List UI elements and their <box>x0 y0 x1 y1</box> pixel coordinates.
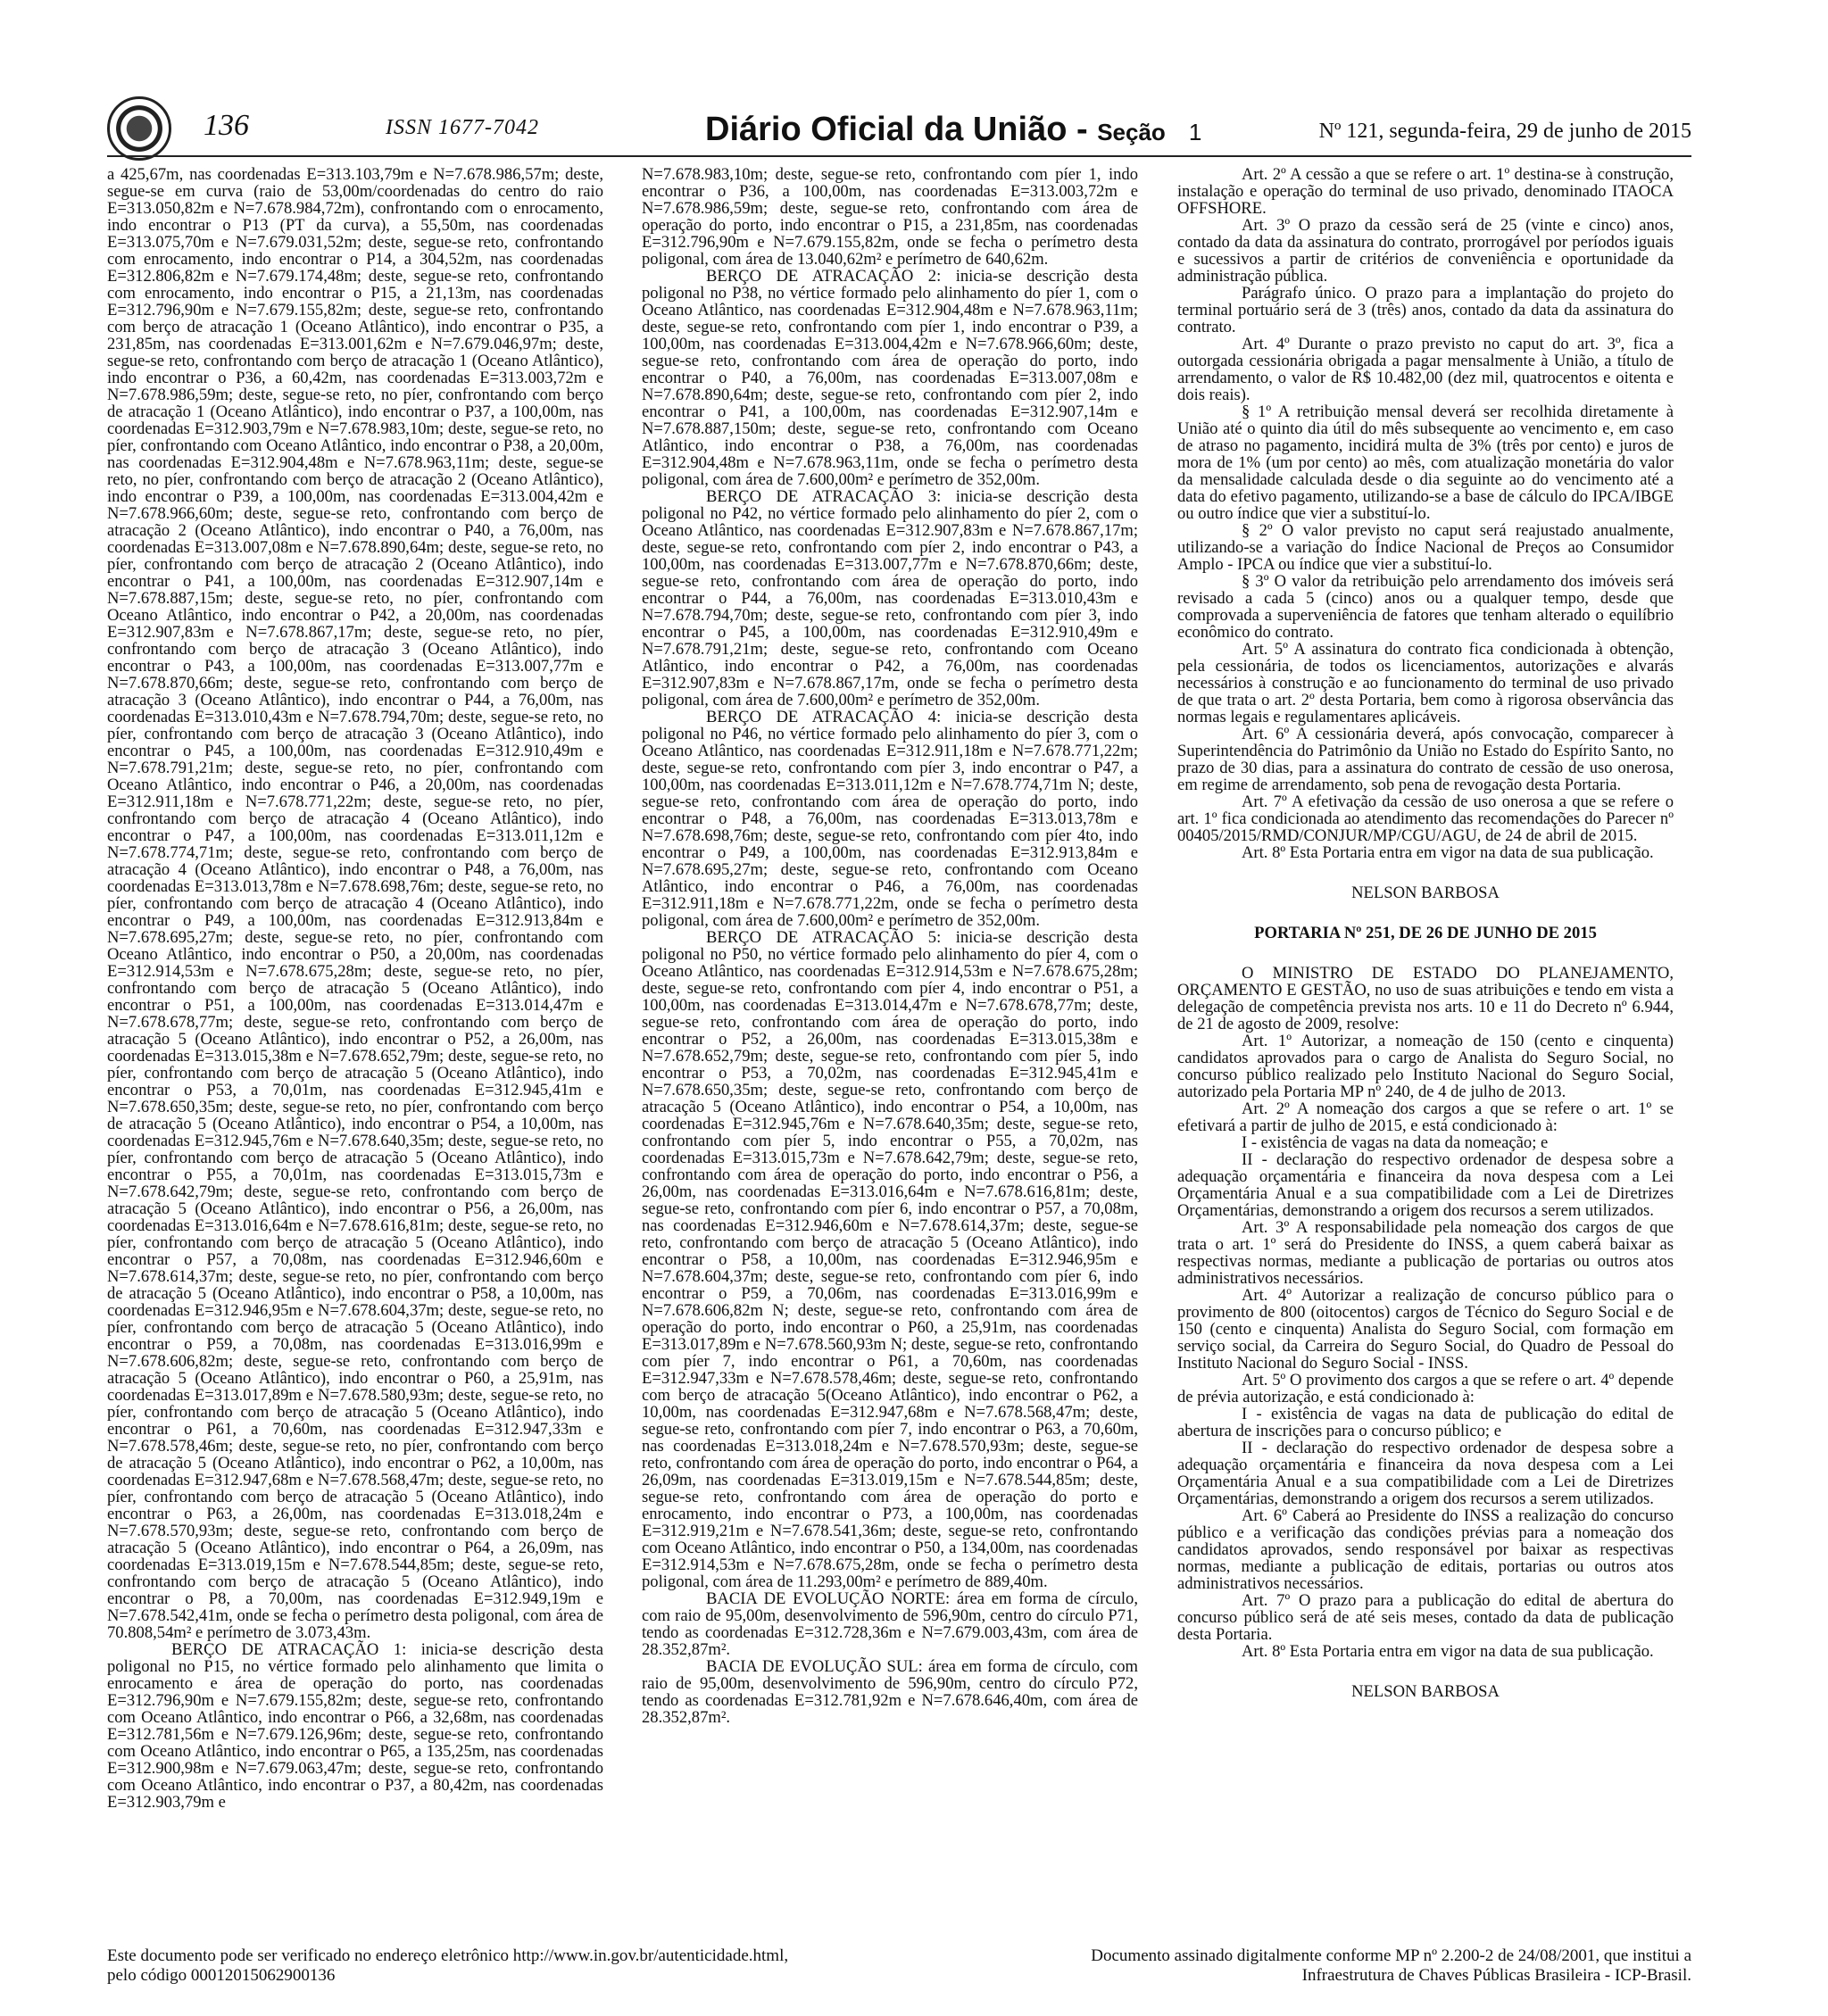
paragraph: Art. 1º Autorizar, a nomeação de 150 (cento e cinquenta) candidatos aprovados para o cargo de Analista do Seguro Social, no concurso público realizado pelo Instituto Nacional do Seguro Social, autorizado pela Portaria MP nº 240, de 4 de julho de 2013. <box>1177 1032 1674 1101</box>
footer-line: Infraestrutura de Chaves Públicas Brasileira - ICP-Brasil. <box>1301 1966 1691 1985</box>
paragraph: BERÇO DE ATRACAÇÃO 5: inicia-se descrição desta poligonal no P50, no vértice formado pelo alinhamento do píer 4, com o Oceano Atlântico, nas coordenadas E=312.914,53m e N=7.678.675,28m; deste, segue-se reto, confrontando com píer 4, indo encontrar o P51, a 100,00m, nas coordenadas E=313.014,47m e N=7.678.678,77m; deste, segue-se reto, confrontando com área de operação do porto, indo encontrar o P52, a 26,00m, nas coordenadas E=313.015,38m e N=7.678.652,79m; deste, segue-se reto, confrontando com píer 5, indo encontrar o P53, a 70,02m, nas coordenadas E=312.945,41m e N=7.678.650,35m; deste, segue-se reto, confrontando com berço de atracação 5 (Oceano Atlântico), indo encontrar o P54, a 10,00m, nas coordenadas E=312.945,76m e N=7.678.640,35m; deste, segue-se reto, confrontando com píer 5, indo encontrar o P55, a 70,02m, nas coordenadas E=313.015,73m e N=7.678.642,79m; deste, segue-se reto, confrontando com área de operação do porto, indo encontrar o P56, a 26,00m, nas coordenadas E=313.016,64m e N=7.678.616,81m; deste, segue-se reto, confrontando com píer 6, indo encontrar o P57, a 70,08m, nas coordenadas E=312.946,60m e N=7.678.614,37m; deste, segue-se reto, confrontando com berço de atracação 5 (Oceano Atlântico), indo encontrar o P58, a 10,00m, nas coordenadas E=312.946,95m e N=7.678.604,37m; deste, segue-se reto, confrontando com píer 6, indo encontrar o P59, a 70,06m, nas coordenadas E=313.016,99m e N=7.678.606,82m N; deste, segue-se reto, confrontando com área de operação do porto, indo encontrar o P60, a 25,91m, nas coordenadas E=313.017,89m e N=7.678.560,93m N; deste, segue-se reto, confrontando com píer 7, indo encontrar o P61, a 70,60m, nas coordenadas E=312.947,33m e N=7.678.578,46m; deste, segue-se reto, confrontando com berço de atracação 5(Oceano Atlântico), indo encontrar o P62, a 10,00m, nas coordenadas E=312.947,68m e N=7.678.568,47m; deste, segue-se reto, confrontando com píer 7, indo encontrar o P63, a 70,60m, nas coordenadas E=313.018,24m e N=7.678.570,93m; deste, segue-se reto, confrontando com área de operação do porto, indo encontrar o P64, a 26,09m, nas coordenadas E=313.019,15m e N=7.678.544,85m; deste, segue-se reto, confrontando com área de operação do porto e enrocamento, indo encontrar o P73, a 100,00m, nas coordenadas E=312.919,21m e N=7.678.541,36m; deste, segue-se reto, confrontando com Oceano Atlântico, indo encontrar o P50, a 134,00m, nas coordenadas E=312.914,53m e N=7.678.675,28m, onde se fecha o perímetro desta poligonal, com área de 11.293,00m² e perímetro de 889,40m. <box>642 928 1138 1591</box>
footer-signature-note <box>1018 1946 1691 1986</box>
paragraph: Art. 4º Autorizar a realização de concurso público para o provimento de 800 (oitocentos) cargos de Técnico do Seguro Social e de 150 (cento e cinquenta) Analista do Seguro Social, com formação em serviço social, da Carreira do Seguro Social, do Quadro de Pessoal do Instituto Nacional do Seguro Social - INSS. <box>1177 1286 1674 1373</box>
paragraph: BACIA DE EVOLUÇÃO NORTE: área em forma de círculo, com raio de 95,00m, desenvolvimento de 596,90m, centro do círculo P71, tendo as coordenadas E=312.728,36m e N=7.679.003,43m, com área de 28.352,87m². <box>642 1589 1138 1659</box>
journal-name: Diário Oficial da União - <box>705 111 1098 148</box>
paragraph: Art. 5º O provimento dos cargos a que se refere o art. 4º depende de prévia autorização, e está condicionado à: <box>1177 1371 1674 1406</box>
footer-line: pelo código 00012015062900136 <box>107 1966 336 1985</box>
section-number: 1 <box>1188 119 1202 145</box>
column-3 <box>1177 166 1674 1723</box>
paragraph: Art. 3º A responsabilidade pela nomeação dos cargos de que trata o art. 1º será do Presidente do INSS, a quem caberá baixar as respectivas normas, mediante a publicação de portarias ou outros atos administrativos necessários. <box>1177 1218 1674 1288</box>
page-header <box>107 96 1691 161</box>
paragraph: Art. 7º O prazo para a publicação do edital de abertura do concurso público será de até seis meses, contado da data de publicação desta Portaria. <box>1177 1591 1674 1644</box>
paragraph: Art. 5º A assinatura do contrato fica condicionada à obtenção, pela cessionária, de todos os licenciamentos, autorizações e alvarás necessários à construção e ao funcionamento do terminal de uso privado de que trata o art. 2º desta Portaria, bem como à rigorosa observância das normas legais e regulamentares aplicáveis. <box>1177 640 1674 726</box>
issue-info: Nº 121, segunda-feira, 29 de junho de 2015 <box>1318 120 1691 143</box>
journal-title <box>705 111 1201 149</box>
issn: ISSN 1677-7042 <box>386 116 539 139</box>
page-number: 136 <box>204 109 249 142</box>
paragraph: § 3º O valor da retribuição pelo arrendamento dos imóveis será revisado a cada 5 (cinco) anos ou a qualquer tempo, desde que comprovada a superveniência de fatores que tenham alterado o equilíbrio econômico do contrato. <box>1177 572 1674 642</box>
paragraph: Art. 8º Esta Portaria entra em vigor na data de sua publicação. <box>1242 1642 1654 1661</box>
footer-line: Este documento pode ser verificado no endereço eletrônico http://www.in.gov.br/autenticidade.html, <box>107 1946 789 1965</box>
paragraph: a 425,67m, nas coordenadas E=313.103,79m e N=7.678.986,57m; deste, segue-se em curva (raio de 53,00m/coordenadas do centro do raio E=313.050,82m e N=7.678.984,72m), confrontando com o enrocamento, indo encontrar o P13 (PT da curva), a 55,50m, nas coordenadas E=313.075,70m e N=7.679.031,52m; deste, segue-se reto, confrontando com enrocamento, indo encontrar o P14, a 304,52m, nas coordenadas E=312.806,82m e N=7.679.174,48m; deste, segue-se reto, confrontando com enrocamento, indo encontrar o P15, a 21,13m, nas coordenadas E=312.796,90m e N=7.679.155,82m; deste, segue-se reto, confrontando com berço de atracação 1 (Oceano Atlântico), indo encontrar o P35, a 231,85m, nas coordenadas E=313.001,62m e N=7.679.046,97m; deste, segue-se reto, confrontando com berço de atracação 1 (Oceano Atlântico), indo encontrar o P36, a 60,42m, nas coordenadas E=313.003,72m e N=7.678.986,59m; deste, segue-se reto, no píer, confrontando com berço de atracação 1 (Oceano Atlântico), indo encontrar o P37, a 100,00m, nas coordenadas E=312.903,79m e N=7.678.983,10m; deste, segue-se reto, no píer, confrontando com Oceano Atlântico, indo encontrar o P38, a 20,00m, nas coordenadas E=312.904,48m e N=7.678.963,11m; deste, segue-se reto, no píer, confrontando com berço de atracação 2 (Oceano Atlântico), indo encontrar o P39, a 100,00m, nas coordenadas E=313.004,42m e N=7.678.966,60m; deste, segue-se reto, confrontando com berço de atracação 2 (Oceano Atlântico), indo encontrar o P40, a 76,00m, nas coordenadas E=313.007,08m e N=7.678.890,64m; deste, segue-se reto, no píer, confrontando com berço de atracação 2 (Oceano Atlântico), indo encontrar o P41, a 100,00m, nas coordenadas E=312.907,14m e N=7.678.887,15m; deste, segue-se reto, no píer, confrontando com Oceano Atlântico, indo encontrar o P42, a 20,00m, nas coordenadas E=312.907,83m e N=7.678.867,17m; deste, segue-se reto, no píer, confrontando com berço de atracação 3 (Oceano Atlântico), indo encontrar o P43, a 100,00m, nas coordenadas E=313.007,77m e N=7.678.870,66m; deste, segue-se reto, confrontando com berço de atracação 3 (Oceano Atlântico), indo encontrar o P44, a 76,00m, nas coordenadas E=313.010,43m e N=7.678.794,70m; deste, segue-se reto, no píer, confrontando com berço de atracação 3 (Oceano Atlântico), indo encontrar o P45, a 100,00m, nas coordenadas E=312.910,49m e N=7.678.791,21m; deste, segue-se reto, no píer, confrontando com Oceano Atlântico, indo encontrar o P46, a 20,00m, nas coordenadas E=312.911,18m e N=7.678.771,22m; deste, segue-se reto, no píer, confrontando com berço de atracação 4 (Oceano Atlântico), indo encontrar o P47, a 100,00m, nas coordenadas E=313.011,12m e N=7.678.774,71m; deste, segue-se reto, confrontando com berço de atracação 4 (Oceano Atlântico), indo encontrar o P48, a 76,00m, nas coordenadas E=313.013,78m e N=7.678.698,76m; deste, segue-se reto, no píer, confrontando com berço de atracação 4 (Oceano Atlântico), indo encontrar o P49, a 100,00m, nas coordenadas E=312.913,84m e N=7.678.695,27m; deste, segue-se reto, no píer, confrontando com Oceano Atlântico, indo encontrar o P50, a 20,00m, nas coordenadas E=312.914,53m e N=7.678.675,28m; deste, segue-se reto, no píer, confrontando com berço de atracação 5 (Oceano Atlântico), indo encontrar o P51, a 100,00m, nas coordenadas E=313.014,47m e N=7.678.678,77m; deste, segue-se reto, confrontando com berço de atracação 5 (Oceano Atlântico), indo encontrar o P52, a 26,00m, nas coordenadas E=313.015,38m e N=7.678.652,79m; deste, segue-se reto, no píer, confrontando com berço de atracação 5 (Oceano Atlântico), indo encontrar o P53, a 70,01m, nas coordenadas E=312.945,41m e N=7.678.650,35m; deste, segue-se reto, no píer, confrontando com berço de atracação 5 (Oceano Atlântico), indo encontrar o P54, a 10,00m, nas coordenadas E=312.945,76m e N=7.678.640,35m; deste, segue-se reto, no píer, confrontando com berço de atracação 5 (Oceano Atlântico), indo encontrar o P55, a 70,01m, nas coordenadas E=313.015,73m e N=7.678.642,79m; deste, segue-se reto, confrontando com berço de atracação 5 (Oceano Atlântico), indo encontrar o P56, a 26,00m, nas coordenadas E=313.016,64m e N=7.678.616,81m; deste, segue-se reto, no píer, confrontando com berço de atracação 5 (Oceano Atlântico), indo encontrar o P57, a 70,08m, nas coordenadas E=312.946,60m e N=7.678.614,37m; deste, segue-se reto, no píer, confrontando com berço de atracação 5 (Oceano Atlântico), indo encontrar o P58, a 10,00m, nas coordenadas E=312.946,95m e N=7.678.604,37m; deste, segue-se reto, no píer, confrontando com berço de atracação 5 (Oceano Atlântico), indo encontrar o P59, a 70,08m, nas coordenadas E=313.016,99m e N=7.678.606,82m; deste, segue-se reto, confrontando com berço de atracação 5 (Oceano Atlântico), indo encontrar o P60, a 25,91m, nas coordenadas E=313.017,89m e N=7.678.580,93m; deste, segue-se reto, no píer, confrontando com berço de atracação 5 (Oceano Atlântico), indo encontrar o P61, a 70,60m, nas coordenadas E=312.947,33m e N=7.678.578,46m; deste, segue-se reto, no píer, confrontando com berço de atracação 5 (Oceano Atlântico), indo encontrar o P62, a 10,00m, nas coordenadas E=312.947,68m e N=7.678.568,47m; deste, segue-se reto, no píer, confrontando com berço de atracação 5 (Oceano Atlântico), indo encontrar o P63, a 26,00m, nas coordenadas E=313.018,24m e N=7.678.570,93m; deste, segue-se reto, confrontando com berço de atracação 5 (Oceano Atlântico), indo encontrar o P64, a 26,09m, nas coordenadas E=313.019,15m e N=7.678.544,85m; deste, segue-se reto, confrontando com berço de atracação 5 (Oceano Atlântico), indo encontrar o P8, a 70,00m, nas coordenadas E=312.949,19m e N=7.678.542,41m, onde se fecha o perímetro desta poligonal, com área de 70.808,54m² e perímetro de 3.073,43m. <box>107 165 603 1642</box>
paragraph: BERÇO DE ATRACAÇÃO 2: inicia-se descrição desta poligonal no P38, no vértice formado pelo alinhamento do píer 1, com o Oceano Atlântico, nas coordenadas E=312.904,48m e N=7.678.963,11m; deste, segue-se reto, confrontando com píer 1, indo encontrar o P39, a 100,00m, nas coordenadas E=313.004,42m e N=7.678.966,60m; deste, segue-se reto, confrontando com área de operação do porto, indo encontrar o P40, a 76,00m, nas coordenadas E=313.007,08m e N=7.678.890,64m; deste, segue-se reto, confrontando com píer 2, indo encontrar o P41, a 100,00m, nas coordenadas E=312.907,14m e N=7.678.887,150m; deste, segue-se reto, confrontando com Oceano Atlântico, indo encontrar o P38, a 76,00m, nas coordenadas E=312.904,48m e N=7.678.963,11m, onde se fecha o perímetro desta poligonal, com área de 7.600,00m² e perímetro de 352,00m. <box>642 267 1138 489</box>
paragraph: BERÇO DE ATRACAÇÃO 3: inicia-se descrição desta poligonal no P42, no vértice formado pelo alinhamento do píer 2, com o Oceano Atlântico, nas coordenadas E=312.907,83m e N=7.678.867,17m; deste, segue-se reto, confrontando com píer 2, indo encontrar o P43, a 100,00m, nas coordenadas E=313.007,77m e N=7.678.870,66m; deste, segue-se reto, confrontando com área de operação do porto, indo encontrar o P44, a 76,00m, nas coordenadas E=313.010,43m e N=7.678.794,70m; deste, segue-se reto, confrontando com píer 3, indo encontrar o P45, a 100,00m, nas coordenadas E=312.910,49m e N=7.678.791,21m; deste, segue-se reto, confrontando com Oceano Atlântico, indo encontrar o P42, a 76,00m, nas coordenadas E=312.907,83m e N=7.678.867,17m, onde se fecha o perímetro desta poligonal, com área de 7.600,00m² e perímetro de 352,00m. <box>642 487 1138 709</box>
paragraph: O MINISTRO DE ESTADO DO PLANEJAMENTO, ORÇAMENTO E GESTÃO, no uso de suas atribuições e tendo em vista a delegação de competência prevista nos arts. 10 e 11 do Decreto nº 6.944, de 21 de agosto de 2009, resolve: <box>1177 964 1674 1033</box>
paragraph: I - existência de vagas na data de publicação do edital de abertura de inscrições para o concurso público; e <box>1177 1405 1674 1440</box>
header-rule <box>107 155 1691 157</box>
paragraph: Art. 6º Caberá ao Presidente do INSS a realização do concurso público e a verificação das condições prévias para a nomeação dos candidatos aprovados, sendo responsável por baixar as respectivas normas, mediante a publicação de editais, portarias ou outros atos administrativos necessários. <box>1177 1506 1674 1593</box>
paragraph: Parágrafo único. O prazo para a implantação do projeto do terminal portuário será de 3 (três) anos, contado da data da assinatura do contrato. <box>1177 284 1674 336</box>
paragraph: Art. 7º A efetivação da cessão de uso onerosa a que se refere o art. 1º fica condicionada ao atendimento das recomendações do Parecer nº 00405/2015/RMD/CONJUR/MP/CGU/AGU, de 24 de abril de 2015. <box>1177 792 1674 845</box>
paragraph: Art. 8º Esta Portaria entra em vigor na data de sua publicação. <box>1242 843 1654 862</box>
footer-line: Documento assinado digitalmente conforme MP nº 2.200-2 de 24/08/2001, que institui a <box>1091 1946 1691 1965</box>
column-2 <box>642 166 1138 1726</box>
paragraph: II - declaração do respectivo ordenador de despesa sobre a adequação orçamentária e financeira da nova despesa com a Lei Orçamentária Anual e a sua compatibilidade com a Lei de Diretrizes Orçamentárias, demonstrando a origem dos recursos a serem utilizados. <box>1177 1150 1674 1220</box>
section-label: Seção <box>1097 119 1166 145</box>
paragraph: § 1º A retribuição mensal deverá ser recolhida diretamente à União até o quinto dia útil do mês subsequente ao vencimento e, em caso de atraso no pagamento, incidirá multa de 3% (três por cento) e juros de mora de 1% (um por cento) ao mês, com atualização monetária do valor da mensalidade calculada desde o dia seguinte ao do vencimento até a data do efetivo pagamento, utilizando-se a base de cálculo do IPCA/IBGE ou outro índice que vier a substituí-lo. <box>1177 402 1674 523</box>
paragraph: Art. 2º A cessão a que se refere o art. 1º destina-se à construção, instalação e operação do terminal de uso privado, denominado ITAOCA OFFSHORE. <box>1177 165 1674 218</box>
footer-verification <box>107 1946 839 1986</box>
signature: NELSON BARBOSA <box>1351 1682 1500 1701</box>
paragraph: II - declaração do respectivo ordenador de despesa sobre a adequação orçamentária e financeira da nova despesa com a Lei Orçamentária Anual e a sua compatibilidade com a Lei de Diretrizes Orçamentárias, demonstrando a origem dos recursos a serem utilizados. <box>1177 1439 1674 1508</box>
paragraph: Art. 6º A cessionária deverá, após convocação, comparecer à Superintendência do Patrimônio da União no Estado do Espírito Santo, no prazo de 30 dias, para a assinatura do contrato de cessão de uso onerosa, em regime de arrendamento, sob pena de revogação desta Portaria. <box>1177 725 1674 794</box>
paragraph: BACIA DE EVOLUÇÃO SUL: área em forma de círculo, com raio de 95,00m, desenvolvimento de 596,90m, centro do círculo P72, tendo as coordenadas E=312.781,92m e N=7.678.646,40m, com área de 28.352,87m². <box>642 1657 1138 1727</box>
paragraph: I - existência de vagas na data da nomeação; e <box>1242 1133 1549 1152</box>
paragraph: Art. 4º Durante o prazo previsto no caput do art. 3º, fica a outorgada cessionária obrigada a pagar mensalmente à União, a título de arrendamento, o valor de R$ 10.482,00 (dez mil, quatrocentos e oitenta e dois reais). <box>1177 335 1674 404</box>
column-1 <box>107 166 603 1811</box>
paragraph: BERÇO DE ATRACAÇÃO 4: inicia-se descrição desta poligonal no P46, no vértice formado pelo alinhamento do píer 3, com o Oceano Atlântico, nas coordenadas E=312.911,18m e N=7.678.771,22m; deste, segue-se reto, confrontando com píer 3, indo encontrar o P47, a 100,00m, nas coordenadas E=313.011,12m e N=7.678.774,71m N; deste, segue-se reto, confrontando com área de operação do porto, indo encontrar o P48, a 76,00m, nas coordenadas E=313.013,78m e N=7.678.698,76m; deste, segue-se reto, confrontando com píer 4to, indo encontrar o P49, a 100,00m, nas coordenadas E=312.913,84m e N=7.678.695,27m; deste, segue-se reto, confrontando com Oceano Atlântico, indo encontrar o P46, a 76,00m, nas coordenadas E=312.911,18m e N=7.678.771,22m, onde se fecha o perímetro desta poligonal, com área de 7.600,00m² e perímetro de 352,00m. <box>642 708 1138 930</box>
paragraph: Art. 3º O prazo da cessão será de 25 (vinte e cinco) anos, contado da data da assinatura do contrato, prorrogável por períodos iguais e sucessivos a partir de critérios de conveniência e oportunidade da administração pública. <box>1177 216 1674 286</box>
portaria-title: PORTARIA Nº 251, DE 26 DE JUNHO DE 2015 <box>1254 924 1597 942</box>
paragraph: N=7.678.983,10m; deste, segue-se reto, confrontando com píer 1, indo encontrar o P36, a 100,00m, nas coordenadas E=313.003,72m e N=7.678.986,59m; deste, segue-se reto, confrontando com área de operação do porto, indo encontrar o P15, a 231,85m, nas coordenadas E=312.796,90m e N=7.679.155,82m, onde se fecha o perímetro desta poligonal, com área de 13.040,62m² e perímetro de 640,62m. <box>642 165 1138 269</box>
imprensa-nacional-seal-icon <box>107 96 171 161</box>
paragraph: Art. 2º A nomeação dos cargos a que se refere o art. 1º se efetivará a partir de julho de 2015, e está condicionado à: <box>1177 1099 1674 1135</box>
paragraph: BERÇO DE ATRACAÇÃO 1: inicia-se descrição desta poligonal no P15, no vértice formado pelo alinhamento que limita o enrocamento e área de operação do porto, nas coordenadas E=312.796,90m e N=7.679.155,82m; deste, segue-se reto, confrontando com Oceano Atlântico, indo encontrar o P66, a 32,68m, nas coordenadas E=312.781,56m e N=7.679.126,96m; deste, segue-se reto, confrontando com Oceano Atlântico, indo encontrar o P65, a 135,25m, nas coordenadas E=312.900,98m e N=7.679.063,47m; deste, segue-se reto, confrontando com Oceano Atlântico, indo encontrar o P37, a 80,42m, nas coordenadas E=312.903,79m e <box>107 1640 603 1812</box>
paragraph: § 2º O valor previsto no caput será reajustado anualmente, utilizando-se a variação do Índice Nacional de Preços ao Consumidor Amplo - IPCA ou índice que vier a substituí-lo. <box>1177 521 1674 574</box>
signature: NELSON BARBOSA <box>1351 884 1500 902</box>
